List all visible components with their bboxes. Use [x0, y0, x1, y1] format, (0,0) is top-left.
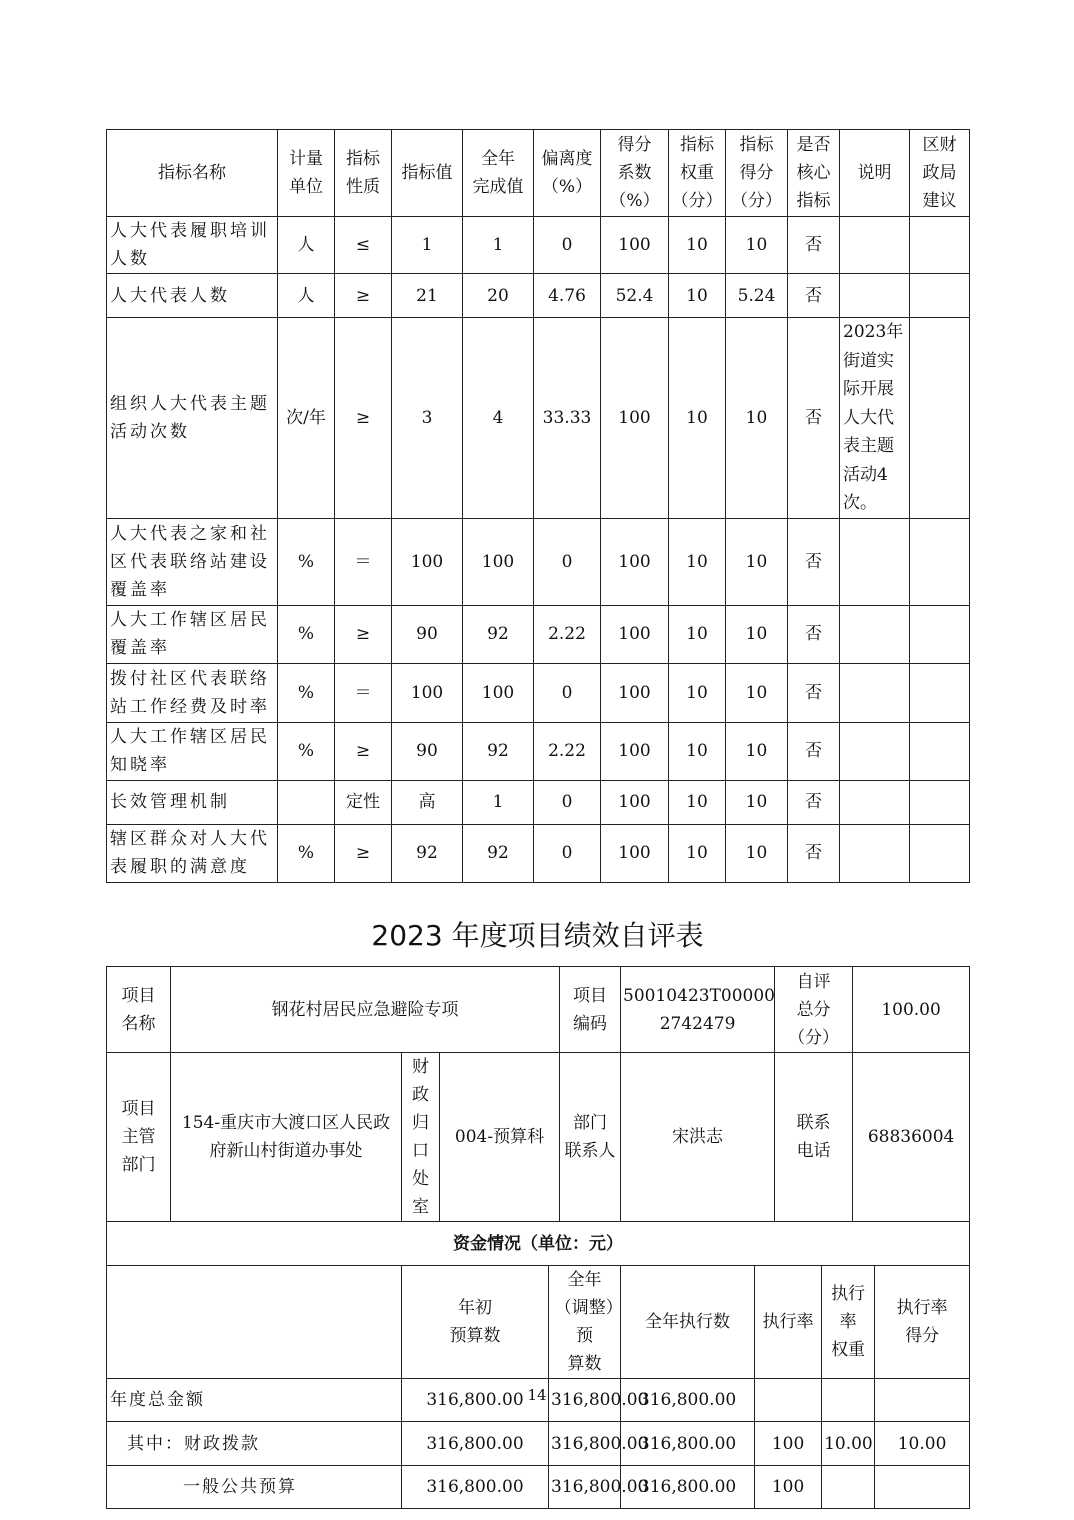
indicator-table-body [107, 130, 970, 883]
funds-col-initial: 年初 预算数 [402, 1266, 549, 1379]
header-deviation: 偏离度 （%） [534, 130, 601, 217]
funds-executed-cell: 316,800.00 [621, 1379, 755, 1422]
indicator-advice-cell [910, 518, 970, 605]
funds-row [107, 1422, 970, 1466]
indicator-score-cell: 10 [726, 824, 788, 882]
funds-col-rate: 执行率 [755, 1266, 822, 1379]
department-row [107, 1053, 970, 1222]
funds-adjusted-cell: 316,800.00 [549, 1422, 621, 1466]
indicator-core-cell: 否 [788, 824, 840, 882]
header-actual: 全年 完成值 [463, 130, 534, 217]
indicator-unit-cell: % [278, 605, 335, 663]
indicator-name-cell: 长效管理机制 [107, 780, 278, 824]
indicator-actual-cell: 100 [463, 518, 534, 605]
indicator-target-cell: 3 [392, 318, 463, 519]
indicator-nature-cell: ＝ [335, 663, 392, 722]
total-score-label: 自评 总分 （分） [775, 967, 853, 1053]
indicator-table [106, 129, 970, 883]
project-name-row [107, 967, 970, 1053]
indicator-advice-cell [910, 274, 970, 318]
indicator-nature-cell: ≥ [335, 274, 392, 318]
indicator-deviation-cell: 0 [534, 518, 601, 605]
indicator-note-cell [840, 217, 910, 274]
indicator-core-cell: 否 [788, 217, 840, 274]
indicator-score-cell: 10 [726, 722, 788, 780]
indicator-note-cell [840, 722, 910, 780]
funds-initial-cell: 316,800.00 [402, 1422, 549, 1466]
indicator-row [107, 274, 970, 318]
header-core: 是否 核心 指标 [788, 130, 840, 217]
indicator-score-cell: 10 [726, 318, 788, 519]
project-code: 50010423T00000 2742479 [621, 967, 775, 1053]
funds-col-blank [107, 1266, 402, 1379]
page-number: 14 [527, 1386, 547, 1404]
funds-adjusted-cell: 316,800.00 [549, 1466, 621, 1509]
indicator-target-cell: 90 [392, 722, 463, 780]
indicator-nature-cell: ≥ [335, 318, 392, 519]
indicator-coef-cell: 100 [601, 605, 669, 663]
indicator-actual-cell: 20 [463, 274, 534, 318]
indicator-score-cell: 10 [726, 780, 788, 824]
indicator-name-cell: 人大工作辖区居民知晓率 [107, 722, 278, 780]
indicator-nature-cell: ≥ [335, 824, 392, 882]
header-nature: 指标 性质 [335, 130, 392, 217]
indicator-deviation-cell: 4.76 [534, 274, 601, 318]
indicator-weight-cell: 10 [669, 217, 726, 274]
header-target: 指标值 [392, 130, 463, 217]
indicator-note-cell [840, 518, 910, 605]
funds-col-rate-weight: 执行率 权重 [822, 1266, 875, 1379]
indicator-coef-cell: 100 [601, 217, 669, 274]
indicator-unit-cell: % [278, 824, 335, 882]
indicator-deviation-cell: 2.22 [534, 722, 601, 780]
indicator-actual-cell: 92 [463, 722, 534, 780]
indicator-target-cell: 高 [392, 780, 463, 824]
funds-label-cell: 其中：财政拨款 [107, 1422, 402, 1466]
funds-rate-weight-cell [822, 1466, 875, 1509]
indicator-core-cell: 否 [788, 605, 840, 663]
funds-initial-cell: 316,800.00 [402, 1466, 549, 1509]
indicator-row [107, 318, 970, 519]
indicator-unit-cell [278, 780, 335, 824]
phone-label: 联系 电话 [775, 1053, 853, 1222]
indicator-target-cell: 21 [392, 274, 463, 318]
self-eval-table [106, 966, 970, 1509]
indicator-name-cell: 组织人大代表主题活动次数 [107, 318, 278, 519]
header-score: 指标 得分 （分） [726, 130, 788, 217]
indicator-target-cell: 100 [392, 518, 463, 605]
indicator-name-cell: 辖区群众对人大代表履职的满意度 [107, 824, 278, 882]
funds-executed-cell: 316,800.00 [621, 1466, 755, 1509]
indicator-weight-cell: 10 [669, 663, 726, 722]
indicator-actual-cell: 92 [463, 605, 534, 663]
indicator-row [107, 824, 970, 882]
indicator-nature-cell: ≤ [335, 217, 392, 274]
indicator-unit-cell: 次/年 [278, 318, 335, 519]
funds-label-cell: 年度总金额 [107, 1379, 402, 1422]
indicator-actual-cell: 4 [463, 318, 534, 519]
indicator-weight-cell: 10 [669, 274, 726, 318]
indicator-coef-cell: 100 [601, 722, 669, 780]
indicator-score-cell: 10 [726, 217, 788, 274]
indicator-unit-cell: 人 [278, 217, 335, 274]
indicator-core-cell: 否 [788, 722, 840, 780]
indicator-name-cell: 拨付社区代表联络站工作经费及时率 [107, 663, 278, 722]
indicator-advice-cell [910, 217, 970, 274]
funds-rate-cell: 100 [755, 1422, 822, 1466]
funds-rate-score-cell: 10.00 [875, 1422, 970, 1466]
indicator-name-cell: 人大代表履职培训人数 [107, 217, 278, 274]
indicator-deviation-cell: 33.33 [534, 318, 601, 519]
indicator-score-cell: 5.24 [726, 274, 788, 318]
indicator-advice-cell [910, 663, 970, 722]
indicator-coef-cell: 52.4 [601, 274, 669, 318]
indicator-core-cell: 否 [788, 663, 840, 722]
funds-col-executed: 全年执行数 [621, 1266, 755, 1379]
finance: 004-预算科 [440, 1053, 560, 1222]
finance-label: 财政 归口 处室 [402, 1053, 440, 1222]
indicator-coef-cell: 100 [601, 824, 669, 882]
project-name: 钢花村居民应急避险专项 [171, 967, 560, 1053]
contact: 宋洪志 [621, 1053, 775, 1222]
indicator-core-cell: 否 [788, 274, 840, 318]
indicator-row [107, 722, 970, 780]
phone: 68836004 [853, 1053, 970, 1222]
indicator-coef-cell: 100 [601, 663, 669, 722]
indicator-advice-cell [910, 780, 970, 824]
indicator-row [107, 217, 970, 274]
indicator-weight-cell: 10 [669, 824, 726, 882]
funds-rate-score-cell [875, 1466, 970, 1509]
header-unit: 计量 单位 [278, 130, 335, 217]
indicator-deviation-cell: 0 [534, 663, 601, 722]
indicator-target-cell: 100 [392, 663, 463, 722]
header-note: 说明 [840, 130, 910, 217]
funds-adjusted-cell: 316,800.00 [549, 1379, 621, 1422]
indicator-core-cell: 否 [788, 780, 840, 824]
indicator-unit-cell: % [278, 663, 335, 722]
funds-initial-cell: 316,800.00 [402, 1379, 549, 1422]
indicator-nature-cell: ≥ [335, 605, 392, 663]
indicator-core-cell: 否 [788, 518, 840, 605]
dept-label: 项目 主管 部门 [107, 1053, 171, 1222]
contact-label: 部门 联系人 [560, 1053, 621, 1222]
page-title: 2023 年度项目绩效自评表 [371, 919, 704, 952]
header-coef: 得分 系数 （%） [601, 130, 669, 217]
header-advice: 区财 政局 建议 [910, 130, 970, 217]
indicator-unit-cell: % [278, 722, 335, 780]
indicator-core-cell: 否 [788, 318, 840, 519]
indicator-note-cell [840, 824, 910, 882]
funds-col-adjusted: 全年（调整）预 算数 [549, 1266, 621, 1379]
indicator-weight-cell: 10 [669, 780, 726, 824]
indicator-target-cell: 1 [392, 217, 463, 274]
funds-header: 资金情况（单位：元） [107, 1222, 970, 1266]
indicator-name-cell: 人大代表之家和社区代表联络站建设覆盖率 [107, 518, 278, 605]
indicator-coef-cell: 100 [601, 780, 669, 824]
indicator-coef-cell: 100 [601, 318, 669, 519]
indicator-score-cell: 10 [726, 605, 788, 663]
indicator-nature-cell: ≥ [335, 722, 392, 780]
indicator-header-row [107, 130, 970, 217]
indicator-advice-cell [910, 605, 970, 663]
indicator-note-cell [840, 663, 910, 722]
project-name-label: 项目 名称 [107, 967, 171, 1053]
funds-rate-cell: 100 [755, 1466, 822, 1509]
indicator-nature-cell: ＝ [335, 518, 392, 605]
indicator-score-cell: 10 [726, 518, 788, 605]
indicator-advice-cell [910, 722, 970, 780]
indicator-note-cell [840, 780, 910, 824]
header-weight: 指标 权重 （分） [669, 130, 726, 217]
indicator-row [107, 663, 970, 722]
indicator-note-cell [840, 605, 910, 663]
indicator-unit-cell: 人 [278, 274, 335, 318]
indicator-note-cell: 2023年街道实际开展人大代表主题活动4次。 [840, 318, 910, 519]
indicator-weight-cell: 10 [669, 722, 726, 780]
indicator-row [107, 780, 970, 824]
indicator-actual-cell: 92 [463, 824, 534, 882]
funds-rate-weight-cell: 10.00 [822, 1422, 875, 1466]
header-name: 指标名称 [107, 130, 278, 217]
indicator-target-cell: 92 [392, 824, 463, 882]
indicator-name-cell: 人大代表人数 [107, 274, 278, 318]
indicator-row [107, 518, 970, 605]
indicator-score-cell: 10 [726, 663, 788, 722]
indicator-target-cell: 90 [392, 605, 463, 663]
indicator-actual-cell: 1 [463, 217, 534, 274]
indicator-nature-cell: 定性 [335, 780, 392, 824]
indicator-actual-cell: 100 [463, 663, 534, 722]
total-score: 100.00 [853, 967, 970, 1053]
indicator-advice-cell [910, 824, 970, 882]
indicator-advice-cell [910, 318, 970, 519]
indicator-weight-cell: 10 [669, 518, 726, 605]
indicator-note-cell [840, 274, 910, 318]
indicator-weight-cell: 10 [669, 318, 726, 519]
indicator-actual-cell: 1 [463, 780, 534, 824]
indicator-deviation-cell: 0 [534, 824, 601, 882]
indicator-weight-cell: 10 [669, 605, 726, 663]
indicator-deviation-cell: 0 [534, 780, 601, 824]
indicator-unit-cell: % [278, 518, 335, 605]
project-code-label: 项目 编码 [560, 967, 621, 1053]
indicator-row [107, 605, 970, 663]
funds-label-cell: 一般公共预算 [107, 1466, 402, 1509]
dept: 154-重庆市大渡口区人民政 府新山村街道办事处 [171, 1053, 402, 1222]
indicator-deviation-cell: 0 [534, 217, 601, 274]
funds-row [107, 1466, 970, 1509]
funds-header-row [107, 1222, 970, 1266]
indicator-deviation-cell: 2.22 [534, 605, 601, 663]
indicator-name-cell: 人大工作辖区居民覆盖率 [107, 605, 278, 663]
funds-col-rate-score: 执行率 得分 [875, 1266, 970, 1379]
indicator-coef-cell: 100 [601, 518, 669, 605]
funds-column-row [107, 1266, 970, 1379]
funds-executed-cell: 316,800.00 [621, 1422, 755, 1466]
